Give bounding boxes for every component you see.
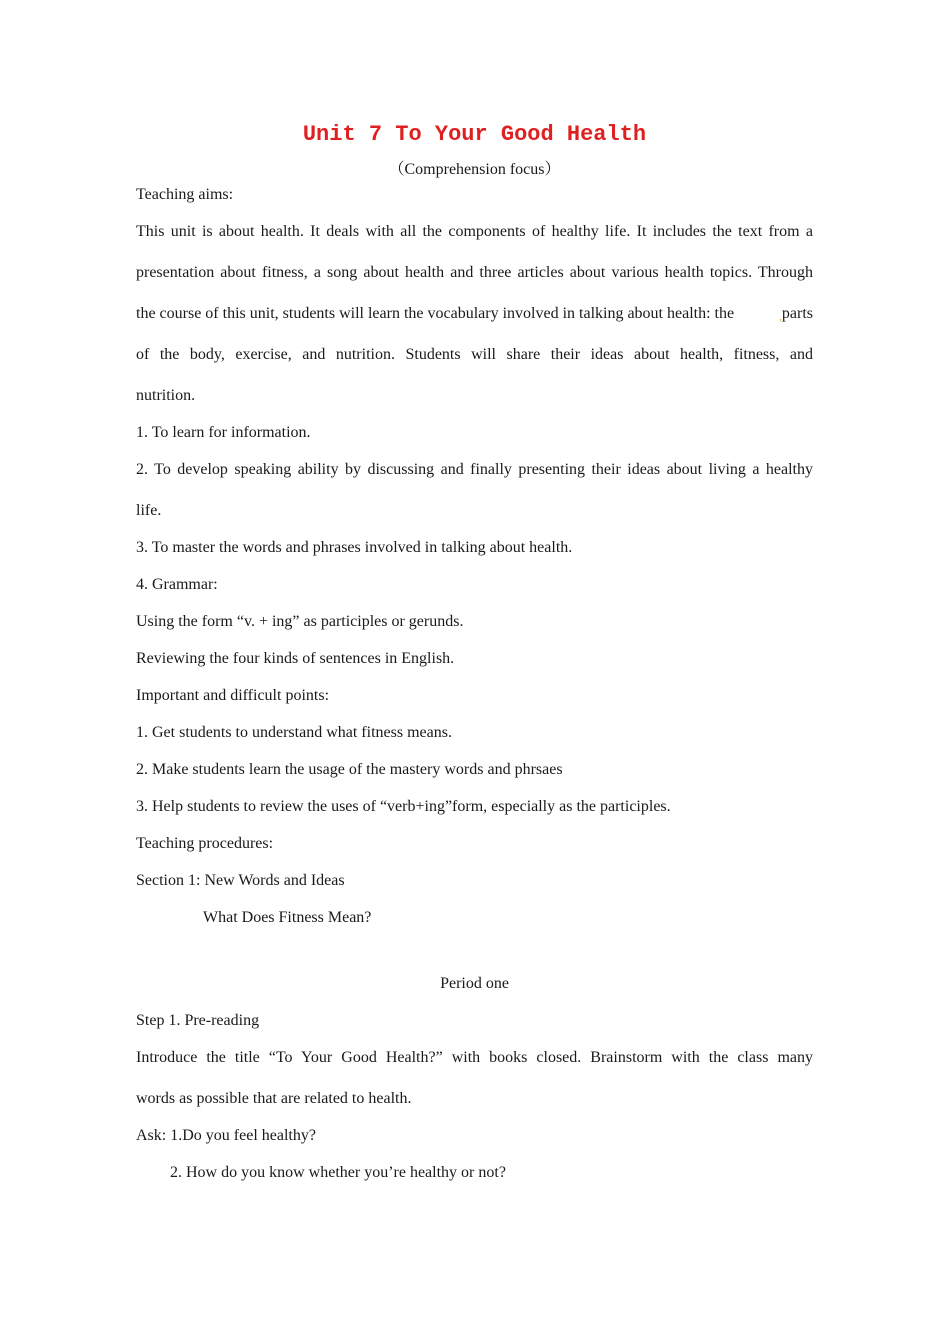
point-3: 3. Help students to review the uses of “verb+ing”form, especially as the participles. [136, 798, 671, 815]
intro-line-3-text: the course of this unit, students will learn the vocabulary involved in talking about health: the [136, 305, 735, 322]
period-heading: Period one [440, 975, 509, 992]
document-title: Unit 7 To Your Good Health [302, 122, 647, 147]
step-line-2: words as possible that are related to health. [136, 1090, 412, 1107]
revision-mark-icon: , [779, 312, 782, 323]
ask-line-1: Ask: 1.Do you feel healthy? [136, 1127, 316, 1144]
step-heading: Step 1. Pre-reading [136, 1012, 260, 1029]
section-subheading: What Does Fitness Mean? [203, 909, 372, 926]
intro-line-4: of the body, exercise, and nutrition. Students will share their ideas about health, fitness, and [136, 346, 813, 363]
aim-3: 3. To master the words and phrases involved in talking about health. [136, 539, 573, 556]
point-1: 1. Get students to understand what fitness means. [136, 724, 452, 741]
intro-line-5: nutrition. [136, 387, 196, 404]
grammar-item-2: Reviewing the four kinds of sentences in English. [136, 650, 455, 667]
points-heading: Important and difficult points: [136, 687, 330, 704]
aim-2-cont: life. [136, 502, 162, 519]
document-subtitle: （Comprehension focus） [388, 161, 561, 178]
intro-line-3-word: parts [781, 305, 813, 322]
ask-line-2: 2. How do you know whether you’re healthy or not? [170, 1164, 506, 1181]
procedures-heading: Teaching procedures: [136, 835, 274, 852]
grammar-item-1: Using the form “v. + ing” as participles or gerunds. [136, 613, 464, 630]
intro-line-1: This unit is about health. It deals with all the components of healthy life. It includes the text from a [136, 223, 813, 240]
intro-line-3-end [779, 304, 813, 328]
intro-line-2: presentation about fitness, a song about health and three articles about various health topics. Through [136, 264, 813, 281]
aim-4: 4. Grammar: [136, 576, 218, 593]
section-heading: Section 1: New Words and Ideas [136, 872, 345, 889]
intro-line-3 [136, 304, 813, 324]
aim-1: 1. To learn for information. [136, 424, 311, 441]
step-line-1: Introduce the title “To Your Good Health?” with books closed. Brainstorm with the class many [136, 1049, 813, 1066]
teaching-aims-heading: Teaching aims: [136, 186, 234, 203]
point-2: 2. Make students learn the usage of the mastery words and phrsaes [136, 761, 563, 778]
aim-2: 2. To develop speaking ability by discussing and finally presenting their ideas about living a healthy [136, 461, 813, 478]
